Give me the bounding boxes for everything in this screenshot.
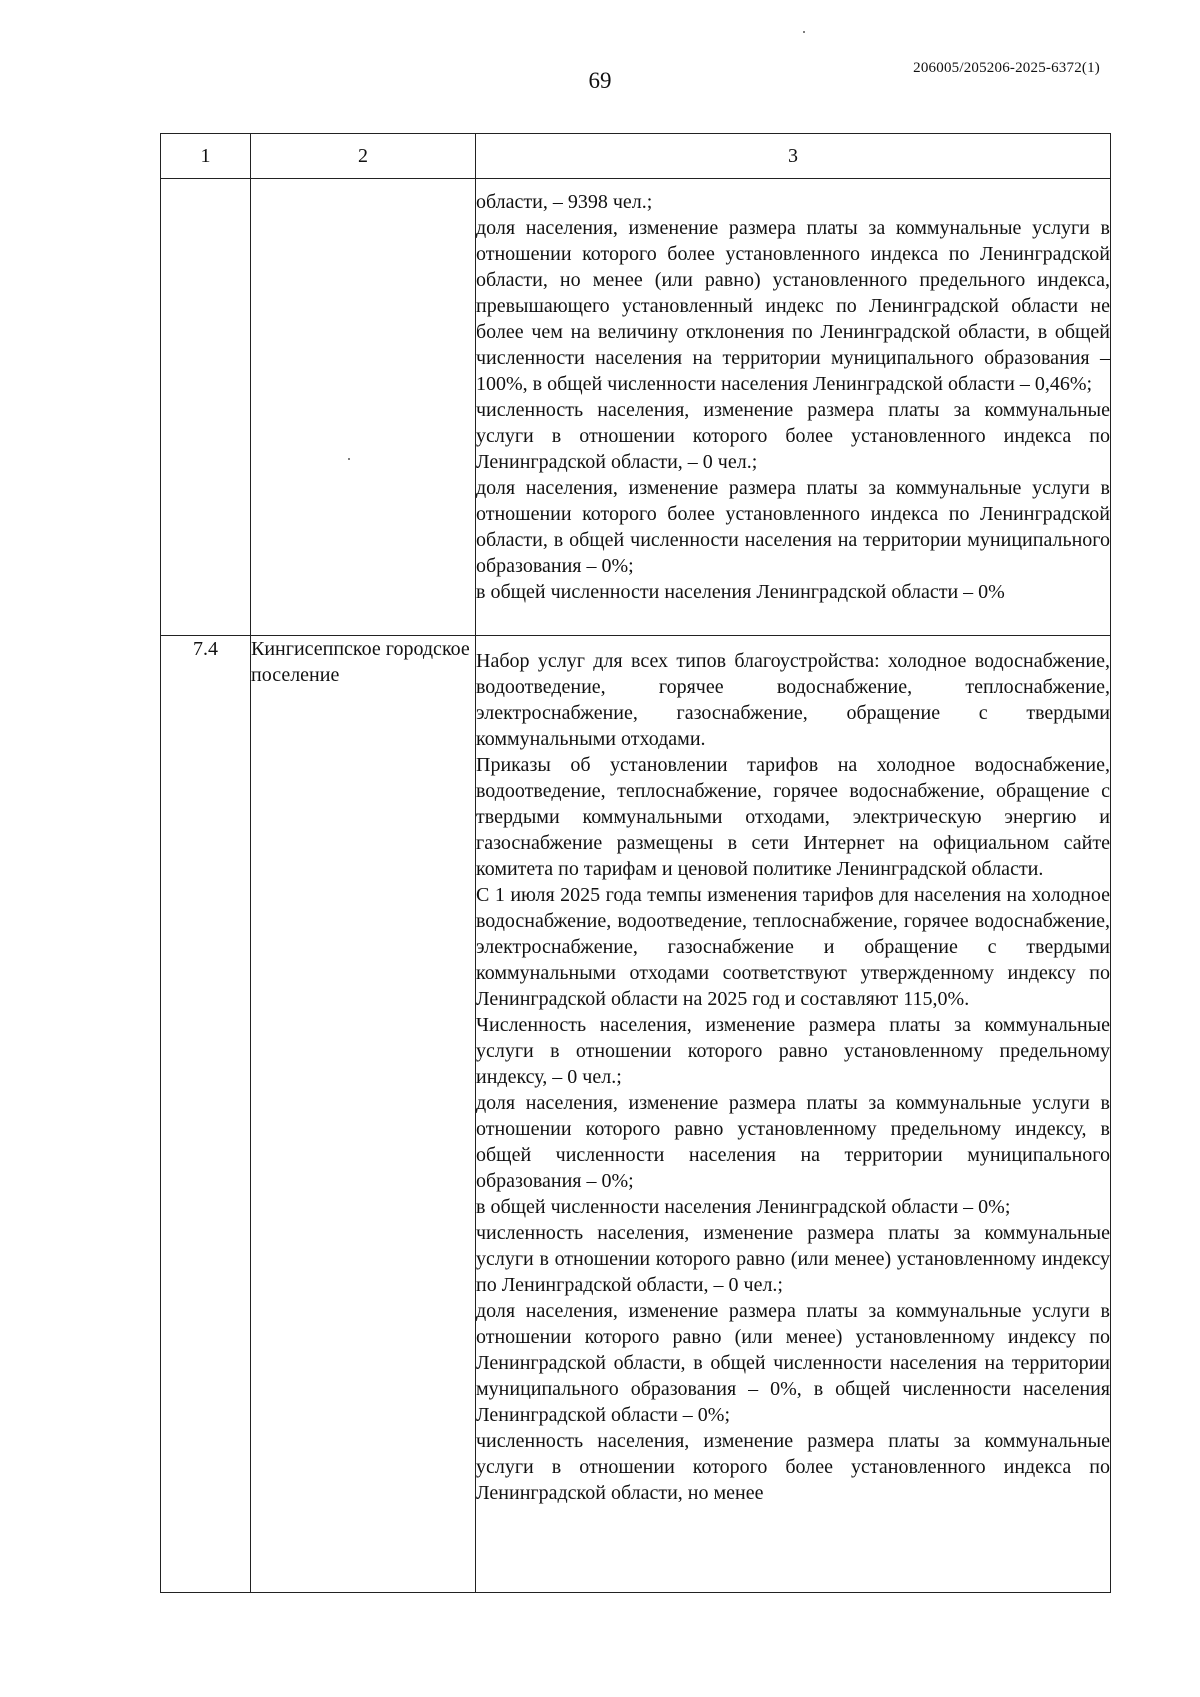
page-number: 69 bbox=[588, 68, 612, 93]
column-header-3: 3 bbox=[476, 134, 1111, 179]
description-paragraph: численность населения, изменение размера платы за коммунальные услуги в отношении которого равно (или менее) установленному индексу по Ленинградской области, – 0 чел.; bbox=[476, 1222, 1110, 1296]
description-paragraph: Приказы об установлении тарифов на холодное водоснабжение, водоотведение, теплоснабжение, горячее водоснабжение, обращение с твердыми коммунальными отходами, электрическую энергию и газоснабжение размещены в сети Интернет на официальном сайте комитета по тарифам и ценовой политике Ленинградской области. bbox=[476, 754, 1110, 880]
description-paragraph: доля населения, изменение размера платы за коммунальные услуги в отношении которого более установленного индекса по Ленинградской области, но менее (или равно) установленного предельного индекса, превышающего установленный индекс по Ленинградской области не более чем на величину отклонения по Ленинградской области, в общей численности населения на территории муниципального образования – 100%, в общей численности населения Ленинградской области – 0,46%; bbox=[476, 217, 1110, 395]
row-number: 7.4 bbox=[161, 636, 251, 1593]
description-paragraph: Набор услуг для всех типов благоустройства: холодное водоснабжение, водоотведение, горячее водоснабжение, теплоснабжение, электроснабжение, газоснабжение, обращение с твердыми коммунальными отходами. bbox=[476, 650, 1110, 750]
description-paragraph: С 1 июля 2025 года темпы изменения тарифов для населения на холодное водоснабжение, водоотведение, теплоснабжение, горячее водоснабжение, электроснабжение, газоснабжение и обращение с твердыми коммунальными отходами соответствуют утвержденному индексу по Ленинградской области на 2025 год и составляют 115,0%. bbox=[476, 884, 1110, 1010]
description-paragraph: в общей численности населения Ленинградской области – 0%; bbox=[476, 1196, 1011, 1218]
description-paragraph: численность населения, изменение размера платы за коммунальные услуги в отношении которого более установленного индекса по Ленинградской области, – 0 чел.; bbox=[476, 399, 1110, 473]
table-row bbox=[161, 179, 1111, 636]
row-number bbox=[161, 179, 251, 636]
table-row bbox=[161, 636, 1111, 1593]
data-table bbox=[160, 133, 1111, 1593]
scan-speck bbox=[803, 31, 805, 33]
column-header-1: 1 bbox=[161, 134, 251, 179]
column-header-2: 2 bbox=[251, 134, 476, 179]
description-paragraph: в общей численности населения Ленинградской области – 0% bbox=[476, 581, 1005, 603]
row-description bbox=[476, 179, 1111, 636]
description-paragraph: доля населения, изменение размера платы за коммунальные услуги в отношении которого равно (или менее) установленному индексу по Ленинградской области, в общей численности населения на территории муниципального образования – 0%, в общей численности населения Ленинградской области – 0%; bbox=[476, 1300, 1110, 1426]
description-paragraph: численность населения, изменение размера платы за коммунальные услуги в отношении которого более установленного индекса по Ленинградской области, но менее bbox=[476, 1430, 1110, 1504]
description-paragraph: доля населения, изменение размера платы за коммунальные услуги в отношении которого равно установленному предельному индексу, в общей численности населения на территории муниципального образования – 0%; bbox=[476, 1092, 1110, 1192]
table-header-row bbox=[161, 134, 1111, 179]
settlement-name: Кингисеппское городское поселение bbox=[251, 636, 476, 1593]
description-paragraph: доля населения, изменение размера платы за коммунальные услуги в отношении которого более установленного индекса по Ленинградской области, в общей численности населения на территории муниципального образования – 0%; bbox=[476, 477, 1110, 577]
settlement-name bbox=[251, 179, 476, 636]
document-id: 206005/205206-2025-6372(1) bbox=[913, 60, 1100, 76]
description-paragraph: области, – 9398 чел.; bbox=[476, 191, 653, 213]
description-paragraph: Численность населения, изменение размера платы за коммунальные услуги в отношении которого равно установленному предельному индексу, – 0 чел.; bbox=[476, 1014, 1110, 1088]
row-description bbox=[476, 636, 1111, 1593]
